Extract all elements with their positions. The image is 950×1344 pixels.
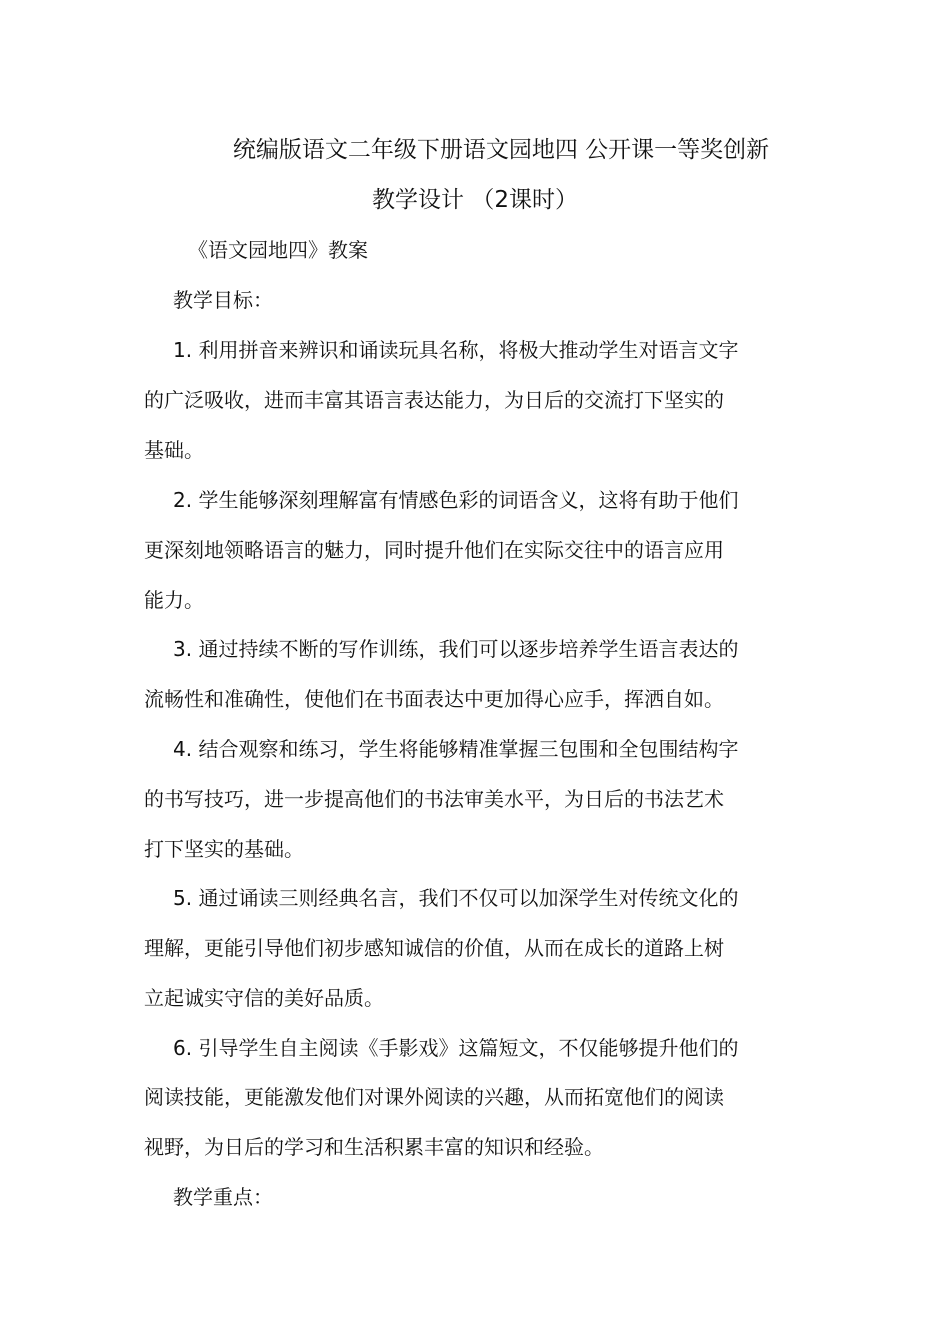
objective-1-line-3: 基础。: [144, 438, 204, 462]
objective-4-line-2: 的书写技巧，进一步提高他们的书法审美水平，为日后的书法艺术: [144, 787, 724, 811]
objective-6-line-2: 阅读技能，更能激发他们对课外阅读的兴趣，从而拓宽他们的阅读: [144, 1085, 724, 1109]
objective-5-line-1: 5. 通过诵读三则经典名言，我们不仅可以加深学生对传统文化的: [173, 886, 739, 910]
objective-3-line-1: 3. 通过持续不断的写作训练，我们可以逐步培养学生语言表达的: [173, 637, 739, 661]
focus-heading: 教学重点：: [173, 1185, 273, 1209]
objective-2-line-2: 更深刻地领略语言的魅力，同时提升他们在实际交往中的语言应用: [144, 538, 724, 562]
objective-6-line-3: 视野，为日后的学习和生活积累丰富的知识和经验。: [144, 1135, 604, 1159]
lesson-plan-subtitle: 《语文园地四》教案: [188, 238, 368, 262]
document-title-line-1: 统编版语文二年级下册语文园地四 公开课一等奖创新: [232, 137, 770, 163]
objective-1-line-1: 1. 利用拼音来辨识和诵读玩具名称，将极大推动学生对语言文字: [173, 338, 739, 362]
objective-4-line-1: 4. 结合观察和练习，学生将能够精准掌握三包围和全包围结构字: [173, 737, 739, 761]
objective-2-line-3: 能力。: [144, 588, 204, 612]
objective-4-line-3: 打下坚实的基础。: [144, 837, 304, 861]
objective-2-line-1: 2. 学生能够深刻理解富有情感色彩的词语含义，这将有助于他们: [173, 488, 739, 512]
objective-1-line-2: 的广泛吸收，进而丰富其语言表达能力，为日后的交流打下坚实的: [144, 388, 724, 412]
objectives-heading: 教学目标：: [173, 288, 273, 312]
document-title-line-2: 教学设计 （2课时）: [372, 187, 578, 213]
objective-6-line-1: 6. 引导学生自主阅读《手影戏》这篇短文，不仅能够提升他们的: [173, 1036, 739, 1060]
objective-3-line-2: 流畅性和准确性，使他们在书面表达中更加得心应手，挥洒自如。: [144, 687, 724, 711]
objective-5-line-2: 理解，更能引导他们初步感知诚信的价值，从而在成长的道路上树: [144, 936, 724, 960]
objective-5-line-3: 立起诚实守信的美好品质。: [144, 986, 384, 1010]
